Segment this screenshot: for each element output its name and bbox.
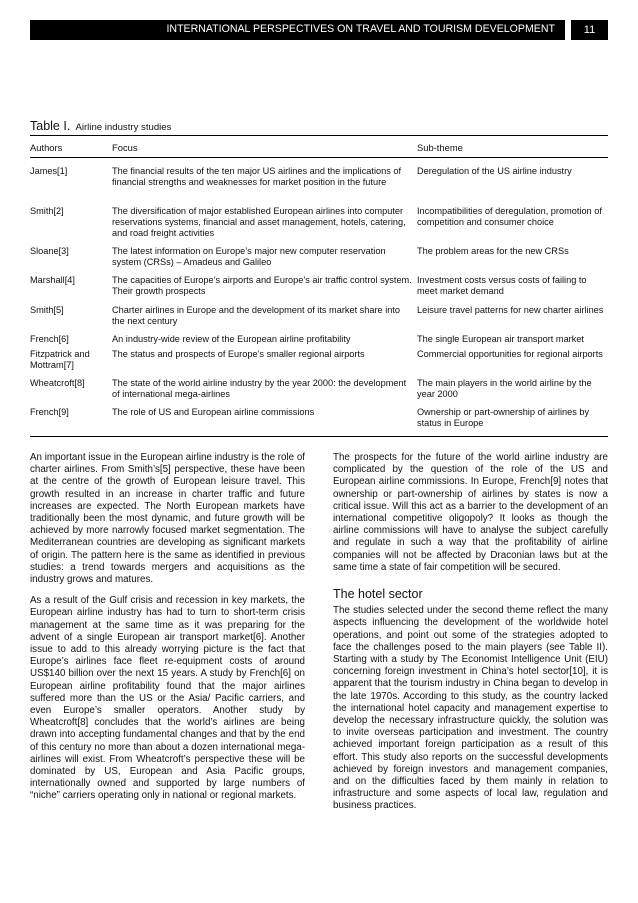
row-subtheme: Commercial opportunities for regional airports <box>417 349 603 359</box>
right-column <box>333 452 608 822</box>
row-subtheme: The main players in the world airline by the year 2000 <box>417 378 592 400</box>
row-focus: Charter airlines in Europe and the development of its market share into the next century <box>112 305 401 327</box>
page-number: 11 <box>571 20 608 40</box>
row-subtheme: Investment costs versus costs of failing to meet market demand <box>417 275 587 297</box>
column-header-subtheme: Sub-theme <box>417 142 463 153</box>
row-author: French[9] <box>30 407 69 417</box>
row-author: Wheatcroft[8] <box>30 378 85 388</box>
row-author: Smith[5] <box>30 305 64 315</box>
row-author: Sloane[3] <box>30 246 69 256</box>
running-title: INTERNATIONAL PERSPECTIVES ON TRAVEL AND TOURISM DEVELOPMENT <box>166 23 555 35</box>
row-author: Fitzpatrick and Mottram[7] <box>30 349 90 371</box>
column-header-focus: Focus <box>112 142 138 153</box>
header-bar <box>30 20 565 40</box>
table-header-rule <box>30 157 608 158</box>
row-focus: The status and prospects of Europe’s smaller regional airports <box>112 349 365 359</box>
column-header-authors: Authors <box>30 142 63 153</box>
table-title: Airline industry studies <box>75 122 172 133</box>
row-focus: An industry-wide review of the European airline profitability <box>112 334 351 344</box>
table-number: Table I. <box>30 119 71 133</box>
left-column <box>30 452 305 812</box>
body-paragraph: As a result of the Gulf crisis and recession in key markets, the European airline industry has had to turn to short-term crisis management at the same time as it was preparing for the advent of a single European air transport market[6]. Another issue to add to this already worrying picture is the fact that Europe’s airlines face fleet re-equipment costs of around US$140 billion over the next 15 years. A study by French[6] on European airline profitability found that the major airlines suffered more than the US or the Asia/ Pacific carriers, and even Europe’s smaller operators. Another study by Wheatcroft[8] concludes that the world’s airlines are being drawn into accepting fundamental changes and that by the end of this century no more than about a dozen international mega-airlines will exist. From Wheatcroft’s perspective these will be dominated by US, European and Asia Pacific groups, internationally owned and supported by large numbers of “niche” carriers operating only in national or regional markets. <box>30 595 305 802</box>
row-subtheme: Leisure travel patterns for new charter airlines <box>417 305 604 315</box>
row-author: French[6] <box>30 334 69 344</box>
row-focus: The capacities of Europe’s airports and Europe’s air traffic control system. Their growth prospects <box>112 275 412 297</box>
row-focus: The state of the world airline industry by the year 2000: the development of international mega-airlines <box>112 378 407 400</box>
row-subtheme: Deregulation of the US airline industry <box>417 166 572 176</box>
running-header <box>30 20 608 40</box>
row-subtheme: Ownership or part-ownership of airlines by status in Europe <box>417 407 590 429</box>
body-paragraph: An important issue in the European airline industry is the role of charter airlines. From Smith’s[5] perspective, these have been at the centre of the growth of European leisure travel. This growth resulted in an increase in charter traffic and future increases are expected. The North European markets have traditionally been the most dynamic, and future growth will be achieved by more narrowly focused market segmentation. The Mediterranean countries are developing as significant markets of origin. The pattern here is the same as identified in previous studies: a trend towards mergers and acquisitions as the industry grows and matures. <box>30 452 306 586</box>
row-author: James[1] <box>30 166 68 176</box>
row-author: Smith[2] <box>30 206 64 216</box>
section-heading-hotel-sector: The hotel sector <box>333 587 423 602</box>
row-focus: The financial results of the ten major US airlines and the implications of financial strengths and weaknesses for market position in the future <box>112 166 402 188</box>
row-focus: The role of US and European airline commissions <box>112 407 315 417</box>
row-subtheme: The single European air transport market <box>417 334 584 344</box>
row-author: Marshall[4] <box>30 275 75 285</box>
row-subtheme: Incompatibilities of deregulation, promotion of competition and consumer choice <box>417 206 602 228</box>
table-bottom-rule <box>30 436 608 437</box>
row-subtheme: The problem areas for the new CRSs <box>417 246 569 256</box>
table-top-rule <box>30 135 608 136</box>
body-paragraph: The studies selected under the second theme reflect the many aspects influencing the development of the worldwide hotel operations, and point out some of the strategies adopted to face the challenges posed to the main players (see Table II). Starting with a study by The Economist Intelligence Unit (EIU) concerning foreign investment in China’s hotel sector[10], it is apparent that the tourism industry in China began to develop in the late 1970s. According to this study, as the country lacked the international hotel capacity and management expertise to develop the necessary infrastructure quickly, the solution was to invite overseas participation and investment. The country achieved important foreign participation as a result of this effort. This study also reports on the successful developments achieved by foreign investors and management companies, and on the difficulties faced by them mainly in relation to infrastructure and some aspects of local law, regulation and business practices. <box>333 605 608 812</box>
row-focus: The latest information on Europe’s major new computer reservation system (CRSs) – Amadeus and Galileo <box>112 246 386 268</box>
body-paragraph: The prospects for the future of the world airline industry are complicated by the question of the role of the US and European airline commissions. In Europe, French[9] notes that ownership or part-ownership of airlines by states is now a critical issue. Will this act as a barrier to the development of an international competitive oligopoly? It looks as though the airline commissions will have to analyse the subject carefully and regulate in such a way that the profitability of airline companies will not be affected by Draconian laws but at the same time a state of fair competition will be secured. <box>333 452 608 573</box>
table-caption <box>30 119 171 133</box>
row-focus: The diversification of major established European airlines into computer reservations systems, financial and asset management, hotels, catering, and road freight activities <box>112 206 406 239</box>
